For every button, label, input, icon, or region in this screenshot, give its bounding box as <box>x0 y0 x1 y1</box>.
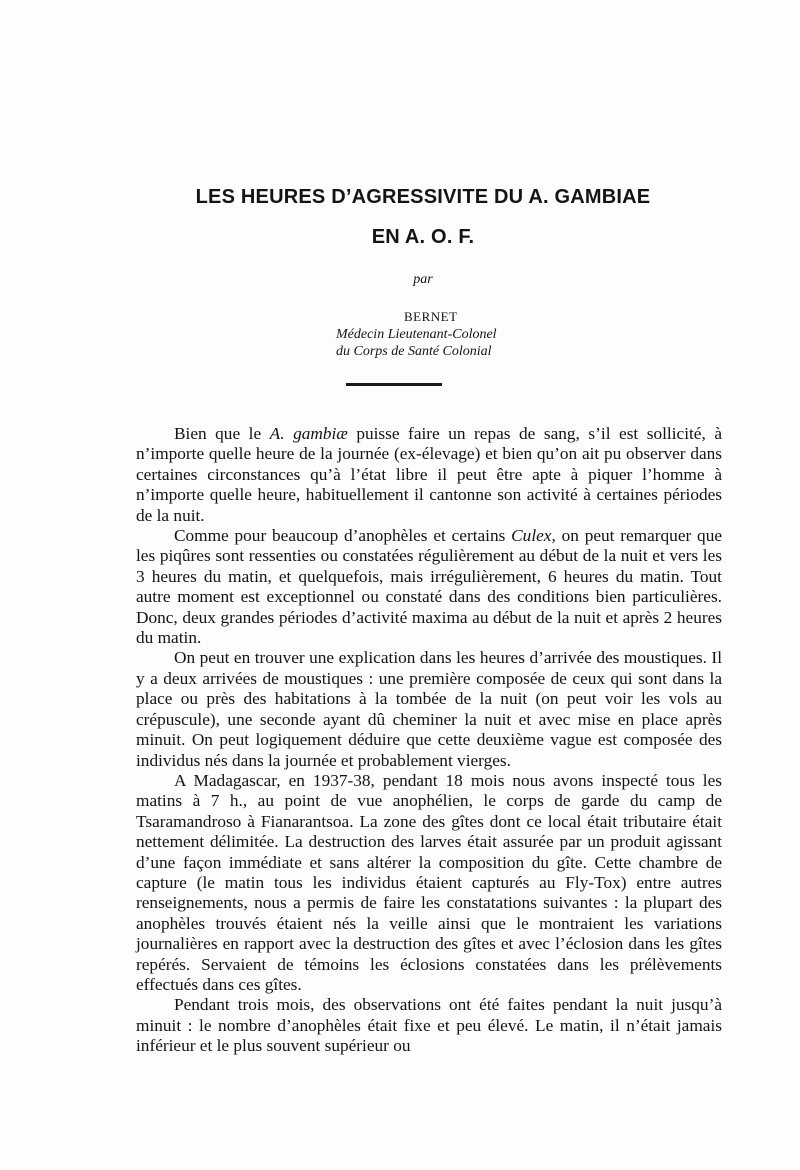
paragraph <box>136 526 722 648</box>
article-title: LES HEURES D’AGRESSIVITE DU A. GAMBIAE <box>195 186 651 208</box>
genus-name: Culex, <box>511 526 556 546</box>
article-title-continued: EN A. O. F. <box>371 226 475 248</box>
paragraph-text: On peut en trouver une explication dans les heures d’arrivée des moustiques. Il y a deux arrivées de moustiques : une première composée de ceux qui sont dans la place ou près des habitations à la tombée de la nuit (on peut voir les vols au crépuscule), une seconde ayant dû cheminer la nuit et avec mise en place après minuit. On peut logiquement déduire que cette deuxième vague est composée des individus nés dans la journée et probablement vierges. <box>136 648 722 770</box>
paragraph <box>136 995 722 1056</box>
paragraph-text: Pendant trois mois, des observations ont été faites pendant la nuit jusqu’à minuit : le nombre d’anophèles était fixe et peu élevé. Le matin, il n’était jamais inférieur et le plus souvent supérieur ou <box>136 995 722 1056</box>
paragraph-text: on peut remarquer que les piqûres sont ressenties ou constatées régulièrement au début de la nuit et vers les 3 heures du matin, et quelquefois, mais irrégulièrement, 6 heures du matin. Tout autre moment est exceptionnel ou constaté dans des conditions bien particulières. Donc, deux grandes périodes d’activité maxima au début de la nuit et après 2 heures du matin. <box>136 526 723 648</box>
paragraph <box>136 424 722 526</box>
species-name: A. gambiæ <box>269 424 348 443</box>
byline-par: par <box>413 272 433 287</box>
article-body <box>136 424 722 1057</box>
paragraph <box>136 771 722 995</box>
paragraph <box>136 648 722 770</box>
separator-rule <box>346 383 442 386</box>
paragraph-text: A Madagascar, en 1937-38, pendant 18 mois nous avons inspecté tous les matins à 7 h., au point de vue anophélien, le corps de garde du camp de Tsaramandroso à Fianarantsoa. La zone des gîtes dont ce local était tributaire était nettement délimitée. La destruction des larves était assurée par un produit agissant d’une façon immédiate et sans altérer la composition du gîte. Cette chambre de capture (le matin tous les individus étaient capturés au Fly-Tox) entre autres renseignements, nous a permis de faire les constatations suivantes : la plupart des anophèles trouvés étaient nés la veille ainsi que le montraient les variations journalières en rapport avec la destruction des gîtes et avec l’éclosion dans les gîtes repérés. Servaient de témoins les éclosions constatées dans les prélèvements effectués dans ces gîtes. <box>136 770 722 994</box>
author-affiliation: du Corps de Santé Colonial <box>336 344 492 359</box>
paragraph-text: Comme pour beaucoup d’anophèles et certains <box>174 526 512 546</box>
paragraph-text: puisse faire un repas de sang, s’il est sollicité, à n’importe quelle heure de la journée (ex-élevage) et bien qu’on ait pu observer dans certaines circonstances qu’à l’état libre il peut être apte à piquer l’homme à n’importe quelle heure, habituellement il cantonne son activité à certaines périodes de la nuit. <box>136 424 722 525</box>
paragraph-text: Bien que le <box>174 424 270 443</box>
author-rank: Médecin Lieutenant-Colonel <box>336 327 497 342</box>
author-name: BERNET <box>404 309 458 324</box>
